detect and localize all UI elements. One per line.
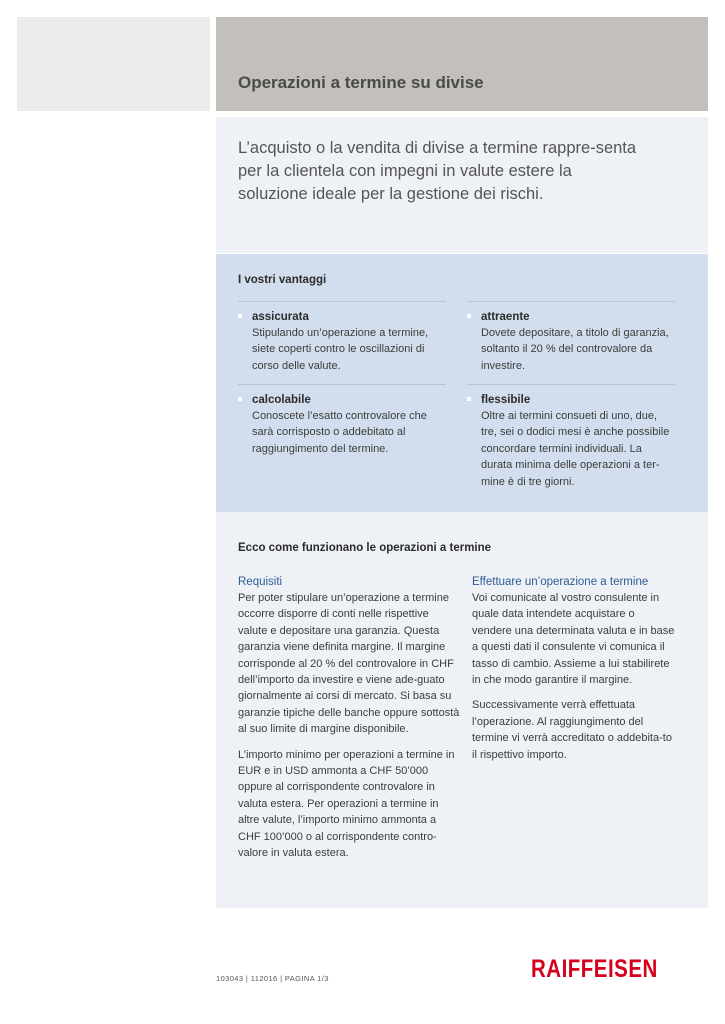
advantages-heading: I vostri vantaggi: [238, 274, 327, 286]
bullet-icon: [467, 397, 471, 401]
advantage-item: [467, 301, 675, 374]
execution-paragraph-1: Voi comunicate al vostro consulente in quale data intendete acquistare o vendere una determinata valuta e in base a questi dati il consulente vi comunica il tasso di cambio. Assieme a lui stabilirete in che modo garantire il margine.: [472, 592, 675, 687]
advantage-item: [467, 384, 675, 490]
bullet-icon: [238, 314, 242, 318]
advantage-text: Conoscete l’esatto controvalore che sarà corrisposto o addebitato al raggiungimento del termine.: [252, 410, 427, 455]
advantage-text: Dovete depositare, a titolo di garanzia, soltanto il 20 % del controvalore da investire.: [481, 327, 669, 372]
page-title: Operazioni a termine su divise: [238, 73, 484, 92]
how-heading: Ecco come funzionano le operazioni a termine: [238, 542, 492, 554]
raiffeisen-logo: RAIFFEISEN: [531, 955, 658, 983]
advantage-title: flessibile: [481, 394, 531, 406]
bullet-icon: [238, 397, 242, 401]
advantage-title: assicurata: [252, 311, 309, 323]
requirements-subtitle: Requisiti: [238, 576, 283, 588]
execution-paragraph-2: Successivamente verrà effettuata l’operazione. Al raggiungimento del termine vi verrà accreditato o addebita-to il rispettivo importo.: [472, 699, 672, 761]
requirements-column: [238, 574, 460, 871]
intro-text: L’acquisto o la vendita di divise a termine rappre-senta per la clientela con impegni in valute estere la soluzione ideale per la gestione dei rischi.: [238, 139, 637, 203]
advantage-title: attraente: [481, 311, 530, 323]
advantage-item: [238, 384, 446, 457]
intro-section: [216, 117, 708, 253]
advantage-item: [238, 301, 446, 374]
bullet-icon: [467, 314, 471, 318]
requirements-paragraph-1: Per poter stipulare un’operazione a termine occorre disporre di conti nelle rispettive valute e depositare una garanzia. Questa garanzia viene definita margine. Il margine corrisponde al 20 % del controvalore in CHF dell’importo da investire e viene ade-guato giornalmente ai corsi di mercato. Si basa su garanzie tipiche delle banche oppure sottostà al suo limite di margine disponibile.: [238, 592, 460, 736]
advantage-text: Oltre ai termini consueti di uno, due, tre, sei o dodici mesi è anche possibile concordare termini individuali. La durata minima delle operazioni a ter-mine è di tre giorni.: [481, 410, 670, 488]
title-band: [216, 17, 708, 111]
advantage-text: Stipulando un’operazione a termine, siete coperti contro le oscillazioni di corso delle valute.: [252, 327, 429, 372]
execution-column: [472, 574, 677, 772]
execution-subtitle: Effettuare un’operazione a termine: [472, 576, 649, 588]
advantages-section: [216, 254, 708, 512]
header-grey-block: [17, 17, 210, 111]
requirements-paragraph-2: L’importo minimo per operazioni a termine in EUR e in USD ammonta a CHF 50’000 oppure al corrispondente controvalore in valuta estera. Per operazioni a termine in altre valute, l’importo minimo ammonta a CHF 100’000 o al corrispondente contro-valore in valuta estera.: [238, 748, 455, 860]
how-it-works-section: [216, 512, 708, 908]
advantage-title: calcolabile: [252, 394, 311, 406]
footer-reference: 103043 | 112016 | PAGINA 1/3: [216, 974, 329, 983]
